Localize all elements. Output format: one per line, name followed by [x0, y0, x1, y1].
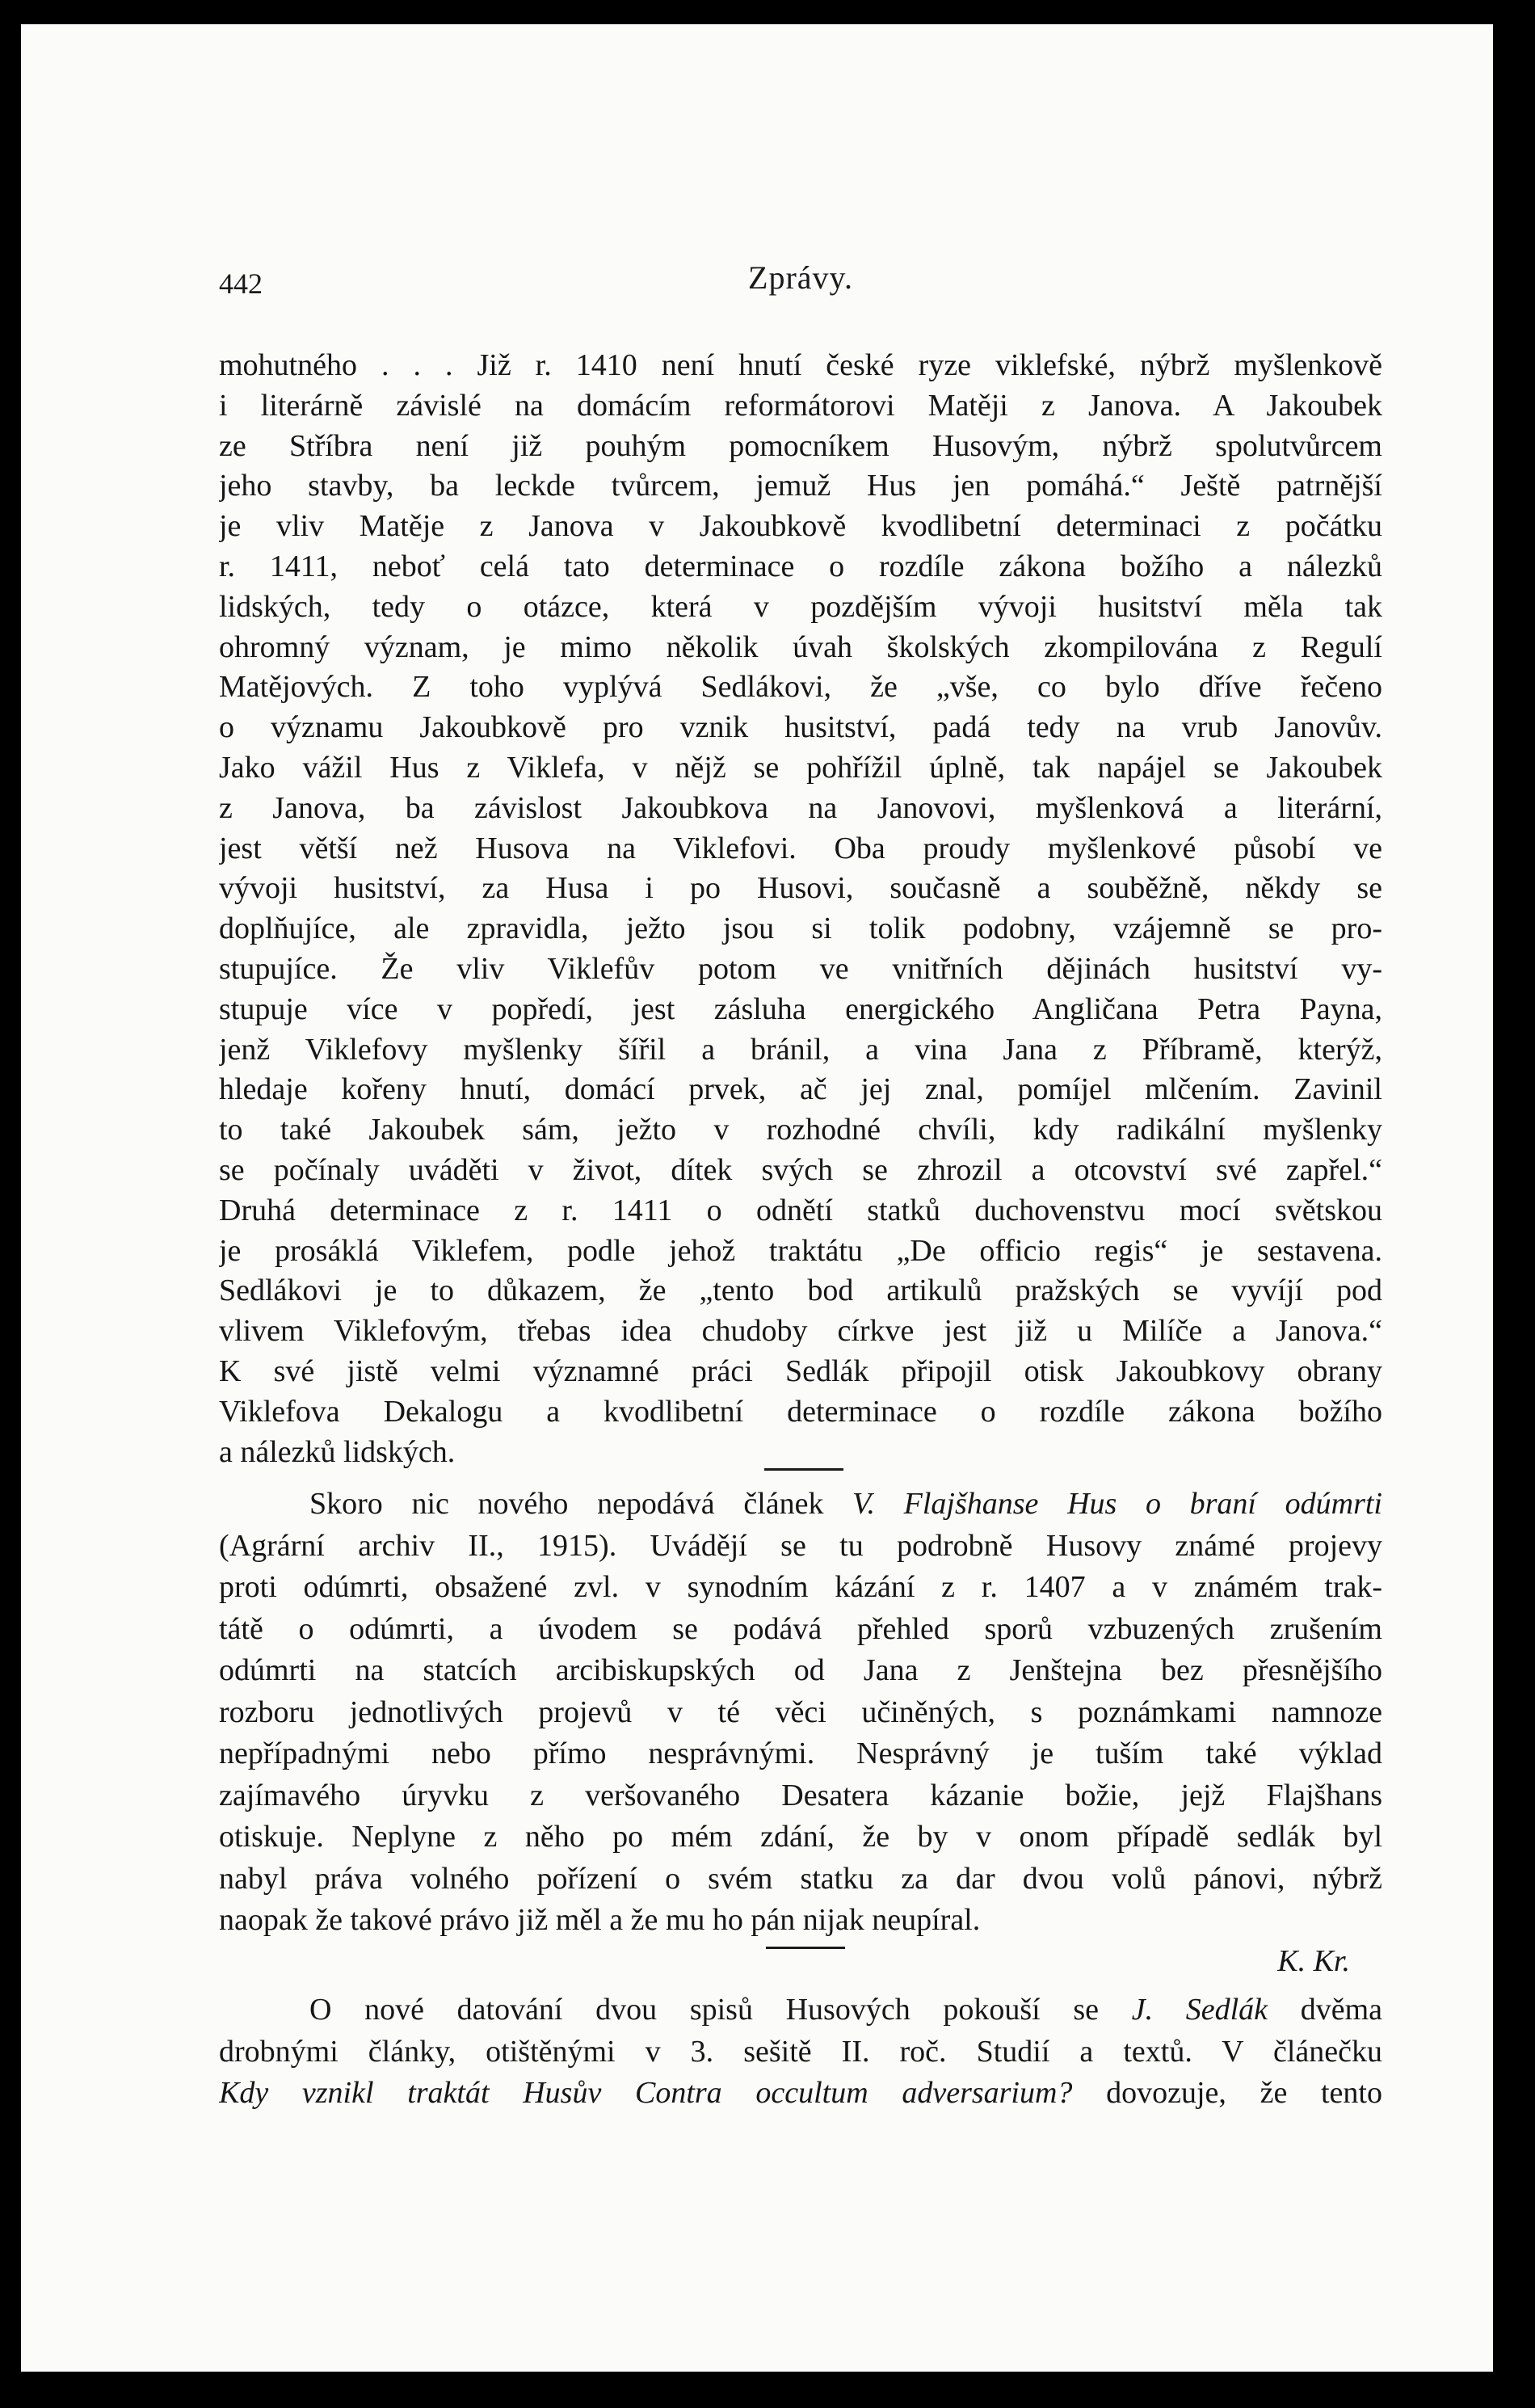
text-line: i literárně závislé na domácím reformátorovi Matěji z Janova. A Jakoubek	[219, 388, 1382, 423]
text-line: proti odúmrti, obsažené zvl. v synodním kázání z r. 1407 a v známém trak-	[219, 1570, 1382, 1604]
text-line: doplňujíce, ale zpravidla, ježto jsou si tolik podobny, vzájemně se pro-	[219, 911, 1382, 946]
text-line: zajímavého úryvku z veršovaného Desatera kázanie božie, jejž Flajšhans	[219, 1778, 1382, 1812]
text-line: z Janova, ba závislost Jakoubkova na Janovovi, myšlenková a literární,	[219, 790, 1382, 825]
text-line: nabyl práva volného pořízení o svém statku za dar dvou volů pánovi, nýbrž	[219, 1861, 1382, 1896]
text-line: o významu Jakoubkově pro vznik husitství, padá tedy na vrub Janovův.	[219, 710, 1382, 745]
text-line: (Agrární archiv II., 1915). Uvádějí se tu podrobně Husovy známé projevy	[219, 1528, 1382, 1563]
text-line: se počínaly uváděti v život, dítek svých se zhrozil a otcovství své zapřel.“	[219, 1152, 1382, 1187]
text-line: Kdy vznikl traktát Husův Contra occultum adversarium? dovozuje, že tento	[219, 2076, 1382, 2110]
section-divider-2	[766, 1947, 845, 1949]
text-line: jeho stavby, ba leckde tvůrcem, jemuž Hus jen pomáhá.“ Ještě patrnější	[219, 469, 1382, 503]
text-line: ohromný význam, je mimo několik úvah školských zkompilována z Regulí	[219, 629, 1382, 664]
text-line: je prosáklá Viklefem, podle jehož traktátu „De officio regis“ je sestavena.	[219, 1233, 1382, 1268]
text-line: stupuje více v popředí, jest zásluha energického Angličana Petra Payna,	[219, 991, 1382, 1026]
text-line: O nové datování dvou spisů Husových pokouší se J. Sedlák dvěma	[309, 1993, 1382, 2027]
text-line: drobnými články, otištěnými v 3. sešitě II. roč. Studií a textů. V článečku	[219, 2034, 1382, 2069]
section-2-text	[219, 1484, 1382, 1981]
text-line: K své jistě velmi významné práci Sedlák připojil otisk Jakoubkovy obrany	[219, 1353, 1382, 1388]
text-line: vlivem Viklefovým, třebas idea chudoby církve jest již u Milíče a Janova.“	[219, 1314, 1382, 1349]
text-line: Skoro nic nového nepodává článek V. Flajšhanse Hus o braní odúmrti	[309, 1487, 1382, 1521]
running-head: Zprávy.	[748, 259, 853, 296]
page-header	[219, 259, 1382, 307]
text-line: otiskuje. Neplyne z něho po mém zdání, že by v onom případě sedlák byl	[219, 1820, 1382, 1854]
text-line: Jako vážil Hus z Viklefa, v nějž se pohřížil úplně, tak napájel se Jakoubek	[219, 750, 1382, 785]
text-line: a nálezků lidských.	[219, 1434, 456, 1469]
text-line: Sedlákovi je to důkazem, že „tento bod artikulů pražských se vyvíjí pod	[219, 1273, 1382, 1308]
text-line: jest větší než Husova na Viklefovi. Oba proudy myšlenkové působí ve	[219, 831, 1382, 865]
text-line: ze Stříbra není již pouhým pomocníkem Husovým, nýbrž spolutvůrcem	[219, 428, 1382, 463]
page-number: 442	[219, 267, 263, 300]
text-line: odúmrti na statcích arcibiskupských od Jana z Jenštejna bez přesnějšího	[219, 1653, 1382, 1687]
book-page	[21, 24, 1493, 2372]
text-line: nepřípadnými nebo přímo nesprávnými. Nesprávný je tuším také výklad	[219, 1737, 1382, 1770]
paragraph-2	[219, 1484, 1382, 1942]
text-line: lidských, tedy o otázce, která v pozdějším vývoji husitství měla tak	[219, 589, 1382, 624]
text-line: jenž Viklefovy myšlenky šířil a bránil, a vina Jana z Příbramě, kterýž,	[219, 1032, 1382, 1067]
text-line: stupujíce. Že vliv Viklefův potom ve vnitřních dějinách husitství vy-	[219, 951, 1382, 986]
paragraph-3	[219, 1989, 1382, 2115]
text-line: naopak že takové právo již měl a že mu ho pán nijak neupíral.	[219, 1903, 981, 1937]
signature: K. Kr.	[1277, 1943, 1350, 1978]
text-line: tátě o odúmrti, a úvodem se podává přehled sporů vzbuzených zrušením	[219, 1611, 1382, 1646]
paragraph-1	[219, 346, 1382, 1472]
section-divider	[764, 1468, 843, 1471]
text-line: vývoji husitství, za Husa i po Husovi, současně a souběžně, někdy se	[219, 871, 1382, 906]
text-line: mohutného . . . Již r. 1410 není hnutí české ryze viklefské, nýbrž myšlenkově	[219, 348, 1382, 382]
text-line: to také Jakoubek sám, ježto v rozhodné chvíli, kdy radikální myšlenky	[219, 1113, 1382, 1147]
text-line: hledaje kořeny hnutí, domácí prvek, ač jej znal, pomíjel mlčením. Zavinil	[219, 1072, 1382, 1107]
section-1-text	[219, 346, 1382, 1472]
text-line: Viklefova Dekalogu a kvodlibetní determinace o rozdíle zákona božího	[219, 1394, 1382, 1429]
text-line: Druhá determinace z r. 1411 o odnětí statků duchovenstvu mocí světskou	[219, 1193, 1382, 1227]
section-3-text	[219, 1989, 1382, 2115]
text-line: je vliv Matěje z Janova v Jakoubkově kvodlibetní determinaci z počátku	[219, 509, 1382, 544]
text-line: r. 1411, neboť celá tato determinace o rozdíle zákona božího a nálezků	[219, 549, 1382, 583]
text-line: Matějových. Z toho vyplývá Sedlákovi, že „vše, co bylo dříve řečeno	[219, 670, 1382, 705]
text-line: rozboru jednotlivých projevů v té věci učiněných, s poznámkami namnoze	[219, 1694, 1382, 1729]
